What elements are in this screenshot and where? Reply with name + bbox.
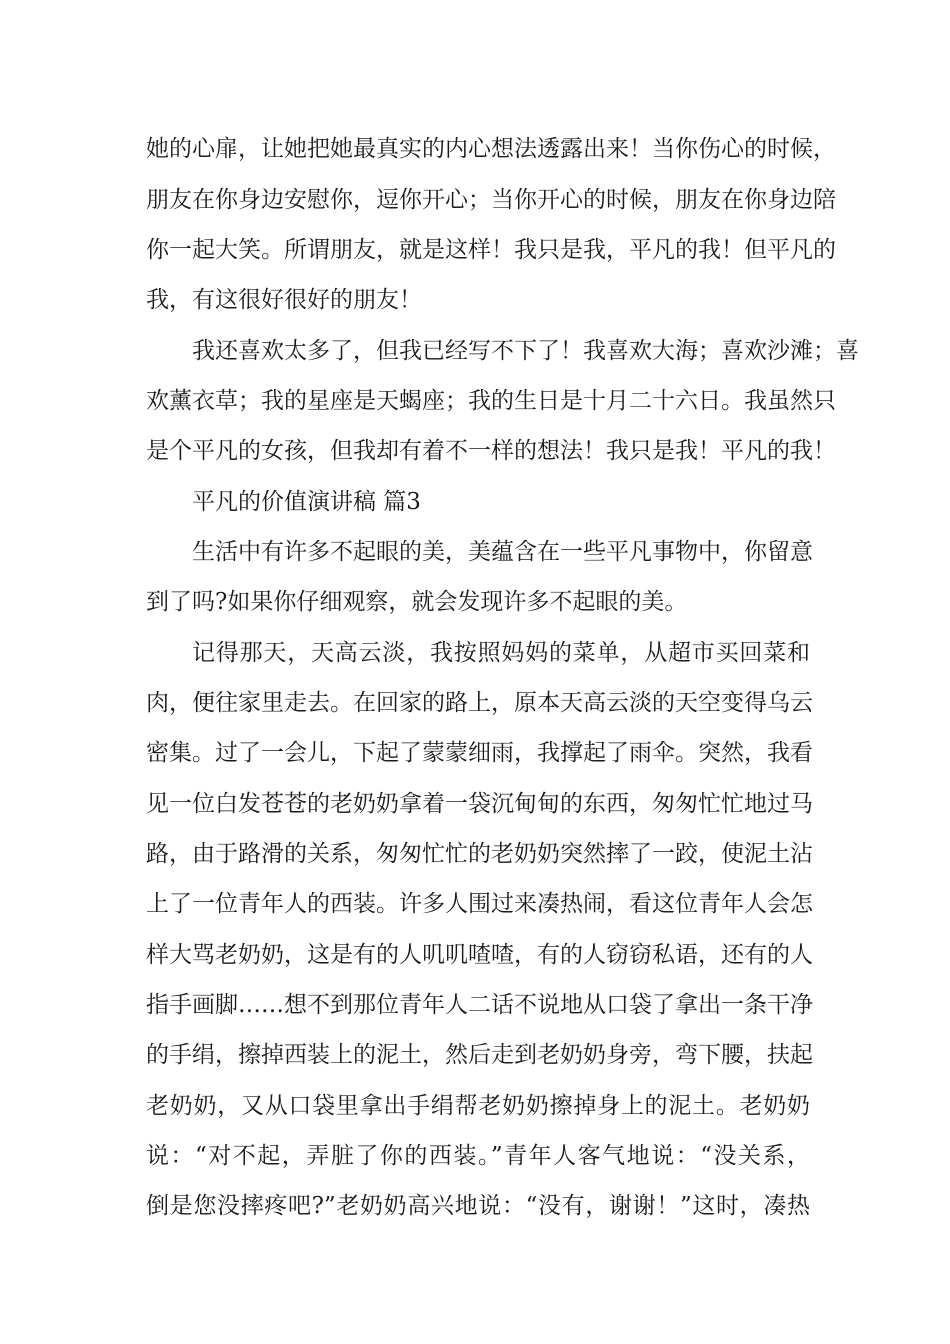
paragraph-line: 路，由于路滑的关系，匆匆忙忙的老奶奶突然摔了一跤，使泥土沾 (146, 841, 813, 867)
paragraph-line: 倒是您没摔疼吧?”老奶奶高兴地说：“没有，谢谢！”这时，凑热 (146, 1193, 810, 1219)
paragraph-line: 她的心扉，让她把她最真实的内心想法透露出来！当你伤心的时候， (146, 136, 836, 162)
paragraph-line: 肉，便往家里走去。在回家的路上，原本天高云淡的天空变得乌云 (146, 690, 813, 716)
paragraph-line: 见一位白发苍苍的老奶奶拿着一袋沉甸甸的东西，匆匆忙忙地过马 (146, 791, 813, 817)
paragraph-line: 密集。过了一会儿，下起了蒙蒙细雨，我撑起了雨伞。突然，我看 (146, 740, 813, 766)
paragraph-line: 我，有这很好很好的朋友！ (146, 287, 422, 313)
paragraph-line: 样大骂老奶奶，这是有的人叽叽喳喳，有的人窃窃私语，还有的人 (146, 942, 813, 968)
paragraph-line: 生活中有许多不起眼的美，美蕴含在一些平凡事物中，你留意 (192, 539, 813, 565)
paragraph-line: 老奶奶，又从口袋里拿出手绢帮老奶奶擦掉身上的泥土。老奶奶 (146, 1093, 810, 1119)
paragraph-line: 你一起大笑。所谓朋友，就是这样！我只是我，平凡的我！但平凡的 (146, 237, 836, 263)
paragraph-line: 指手画脚……想不到那位青年人二话不说地从口袋了拿出一条干净 (146, 992, 813, 1018)
paragraph-line: 的手绢，擦掉西装上的泥土，然后走到老奶奶身旁，弯下腰，扶起 (146, 1042, 813, 1068)
paragraph-line: 欢薰衣草；我的星座是天蝎座；我的生日是十月二十六日。我虽然只 (146, 388, 836, 414)
paragraph-line: 是个平凡的女孩，但我却有着不一样的想法！我只是我！平凡的我！ (146, 438, 836, 464)
paragraph-line: 上了一位青年人的西装。许多人围过来凑热闹，看这位青年人会怎 (146, 891, 813, 917)
paragraph-line: 朋友在你身边安慰你，逗你开心；当你开心的时候，朋友在你身边陪 (146, 187, 836, 213)
paragraph-line: 说：“对不起，弄脏了你的西装。”青年人客气地说：“没关系， (146, 1143, 810, 1169)
paragraph-line: 记得那天，天高云淡，我按照妈妈的菜单，从超市买回菜和 (192, 640, 810, 666)
section-heading: 平凡的价值演讲稿 篇3 (192, 489, 421, 515)
paragraph-line: 我还喜欢太多了，但我已经写不下了！我喜欢大海；喜欢沙滩；喜 (192, 338, 859, 364)
paragraph-line: 到了吗?如果你仔细观察，就会发现许多不起眼的美。 (146, 589, 688, 615)
